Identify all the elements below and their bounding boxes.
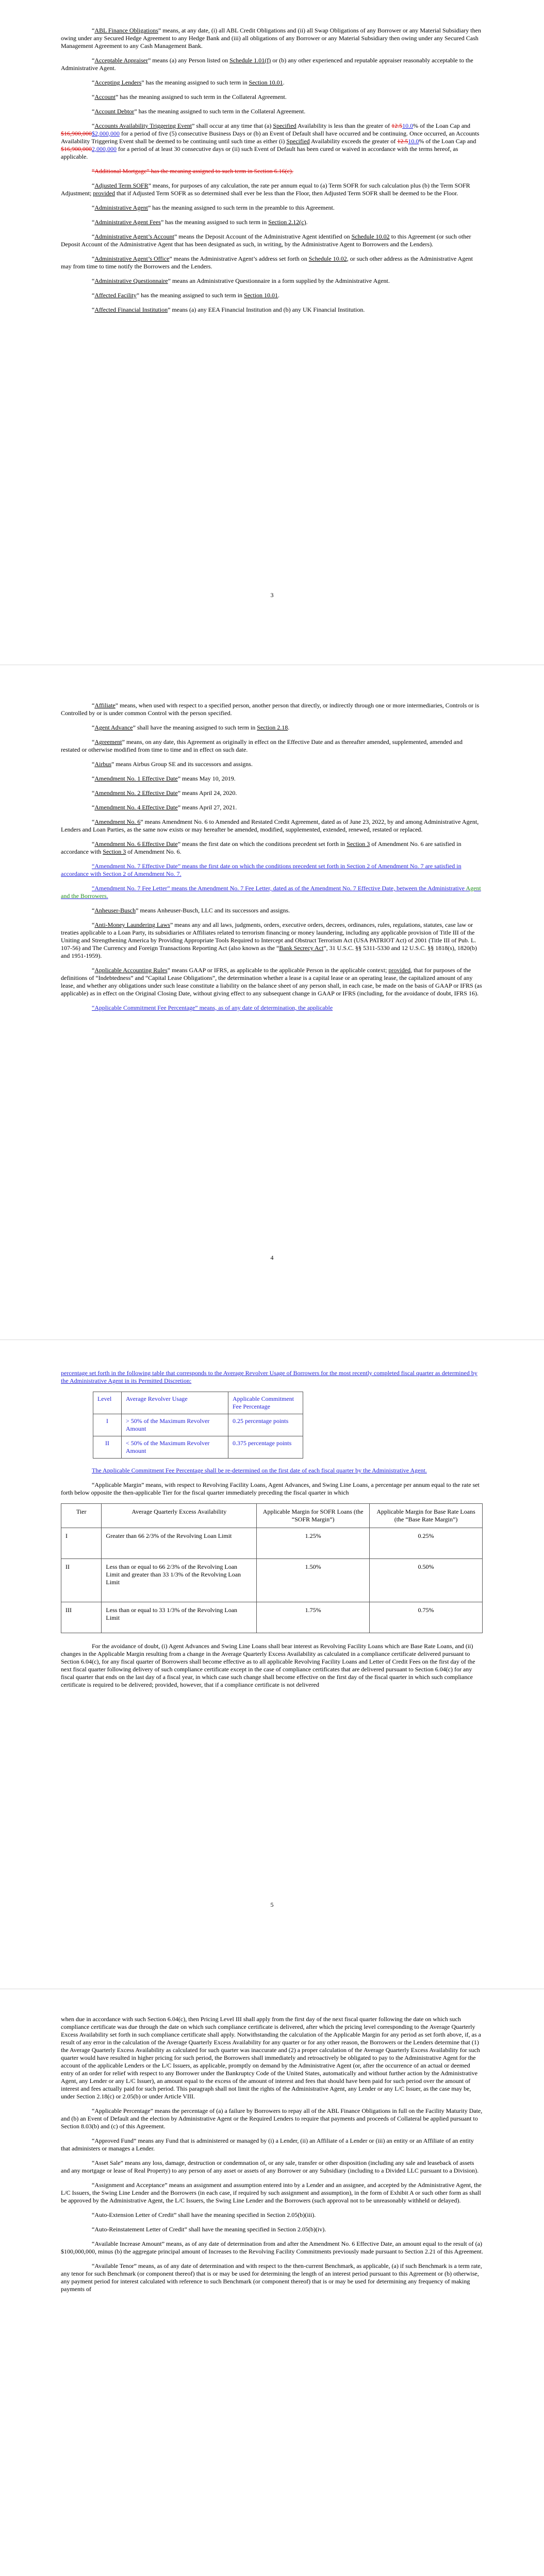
table-cell: I: [93, 1414, 122, 1436]
definition-paragraph: “Available Increase Amount” means, as of any date of determination from and after the Amendment No. 6 Effective Date, an amount equal to the result of (a) $100,000,000, minus (b) the aggregate principal amount of Increases to the Revolving Facility Commitments previously made pursuant to Section 2.21 of this Agreement.: [61, 2240, 483, 2255]
document-page: [0, 702, 544, 1019]
definition-paragraph: “Administrative Agent” has the meaning assigned to such term in the preamble to this Agreement.: [92, 204, 335, 211]
definition-paragraph: “Approved Fund” means any Fund that is administered or managed by (i) a Lender, (ii) an Affiliate of a Lender or (iii) an entity or an Affiliate of an entity that administers or manages a Lender.: [61, 2137, 474, 2152]
table-cell: 1.50%: [257, 1559, 370, 1602]
definition-paragraph: “Adjusted Term SOFR” means, for purposes of any calculation, the rate per annum equal to (a) Term SOFR for such calculation plus (b) the Term SOFR Adjustment; provided that if Adjusted Term SOFR as so determined shall ever be less than the Floor, then Adjusted Term SOFR shall be deemed to be the Floor.: [61, 182, 470, 197]
applicable-margin-table: [61, 1503, 483, 1633]
definition-paragraph: “Affiliate” means, when used with respect to a specified person, another person that directly, or indirectly through one or more intermediaries, Controls or is Controlled by or is under common Control with the person specified.: [61, 702, 480, 717]
definition-paragraph: “Acceptable Appraiser” means (a) any Person listed on Schedule 1.01(f) or (b) any other experienced and reputable appraiser reasonably acceptable to the Administrative Agent.: [61, 57, 473, 72]
definition-paragraph: “Auto-Extension Letter of Credit” shall have the meaning specified in Section 2.05(b)(iii).: [92, 2211, 316, 2218]
document-page: [0, 2015, 544, 2300]
table-row: [93, 1414, 303, 1436]
definition-paragraph: “Amendment No. 1 Effective Date” means May 10, 2019.: [92, 775, 236, 782]
table-cell: II: [61, 1559, 102, 1602]
table-header-cell: Level: [93, 1392, 122, 1414]
definition-paragraph: “Administrative Agent’s Office” means the Administrative Agent’s address set forth on Schedule 10.02, or such other address as the Administrative Agent may from time to time notify the Borrowers and the Lenders.: [61, 255, 473, 270]
body-paragraph: when due in accordance with such Section 6.04(c), then Pricing Level III shall apply from the first day of the next fiscal quarter following the date on which such compliance certificate was due through the date on which such compliance certificate is delivered, after which the pricing level corresponding to the Average Quarterly Excess Availability set forth in such compliance certificate shall apply. Notwithstanding the calculation of the Applicable Margin for any period as set forth above, if, as a result of any error in the calculation of the Average Quarterly Excess Availability for any quarter or for any other reason, the Borrowers or the Lenders determine that (1) the Average Quarterly Excess Availability as calculated for such quarter was inaccurate and (2) a proper calculation of the Average Quarterly Excess Availability for such quarter would have resulted in higher pricing for such period, the Borrowers shall immediately and retroactively be obligated to pay to the Administrative Agent for the account of the applicable Lenders or the L/C Issuers, as applicable, promptly on demand by the Administrative Agent (or, after the occurrence of an actual or deemed entry of an order for relief with respect to any Borrower under the Bankruptcy Code of the United States, automatically and without further action by the Administrative Agent, any Lender or any L/C Issuer), an amount equal to the excess of the amount of interest and fees that should have been paid for such period over the amount of interest and fees actually paid for such period. This paragraph shall not limit the rights of the Administrative Agent, any Lender or any L/C Issuer, as the case may be, under Section 2.18(c) or 2.05(b) or under Article VIII.: [61, 2015, 481, 2100]
body-paragraph: For the avoidance of doubt, (i) Agent Advances and Swing Line Loans shall bear interest as Revolving Facility Loans which are Base Rate Loans, and (ii) changes in the Applicable Margin resulting from a change in the Average Quarterly Excess Availability as calculated in a compliance certificate delivered pursuant to Section 6.04(c), for any fiscal quarter of Borrowers shall become effective as to all applicable Revolving Facility Loans and Letter of Credit Fees on the first day of the next fiscal quarter following delivery of such compliance certificate except in the case of compliance certificates that are delivered pursuant to Section 6.04(c) for any fiscal quarter that ends on the last day of a fiscal year, in which case such change shall become effective on the first day of the fiscal quarter in which such compliance certificate is required to be delivered; provided, however, that if a compliance certificate is not delivered: [61, 1642, 475, 1688]
table-row: [93, 1436, 303, 1459]
page-number: 4: [270, 1254, 274, 1261]
table-cell: III: [61, 1602, 102, 1633]
table-cell: Less than or equal to 33 1/3% of the Revolving Loan Limit: [102, 1602, 257, 1633]
definition-paragraph: “Available Tenor” means, as of any date of determination and with respect to the then-current Benchmark, as applicable, (a) if such Benchmark is a term rate, any tenor for such Benchmark (or component thereof) that is or may be used for determining the length of an interest period pursuant to this Agreement or (b) otherwise, any payment period for interest calculated with reference to such Benchmark (or component thereof) that is or may be used for determining any frequency of making payments of: [61, 2262, 482, 2293]
table-cell: 0.375 percentage points: [228, 1436, 303, 1459]
definition-paragraph: “Affected Facility” has the meaning assigned to such term in Section 10.01.: [92, 292, 280, 299]
table-header-row: [61, 1504, 483, 1528]
definition-paragraph: “Amendment No. 6” means Amendment No. 6 to Amended and Restated Credit Agreement, dated as of June 23, 2022, by and among Administrative Agent, Lenders and Loan Parties, as the same now exists or may hereafter be amended, modified, supplemented, extended, renewed, restated or replaced.: [61, 818, 479, 833]
document-page: [0, 1369, 544, 1696]
definition-paragraph: “Affected Financial Institution” means (a) any EEA Financial Institution and (b) any UK Financial Institution.: [92, 306, 365, 313]
table-cell: II: [93, 1436, 122, 1459]
table-cell: 1.75%: [257, 1602, 370, 1633]
definition-paragraph: “Airbus” means Airbus Group SE and its successors and assigns.: [92, 760, 253, 768]
definition-paragraph: “Amendment No. 4 Effective Date” means April 27, 2021.: [92, 804, 237, 811]
commitment-fee-table: [93, 1392, 303, 1459]
table-cell: I: [61, 1528, 102, 1559]
table-cell: 0.25 percentage points: [228, 1414, 303, 1436]
table-header-cell: Applicable Margin for SOFR Loans (the “SOFR Margin”): [257, 1504, 370, 1528]
table-header-cell: Average Revolver Usage: [122, 1392, 228, 1414]
definition-paragraph: “Accounts Availability Triggering Event” shall occur at any time that (a) Specified Availability is less than the greater of 12.510.0% of the Loan Cap and $16,900,000$2,000,000 for a period of five (5) consecutive Business Days or (b) an Event of Default shall have occurred and be continuing. Once occurred, an Accounts Availability Triggering Event shall be deemed to be continuing until such time as either (i) Specified Availability exceeds the greater of 12.510.0% of the Loan Cap and $16,900,0002,000,000 for a period of at least 30 consecutive days or (ii) such Event of Default has been cured or waived in accordance with the terms hereof, as applicable.: [61, 122, 480, 160]
table-row: [61, 1559, 483, 1602]
definition-paragraph: “Amendment No. 2 Effective Date” means April 24, 2020.: [92, 789, 237, 796]
definition-paragraph: “Account” has the meaning assigned to such term in the Collateral Agreement.: [92, 93, 287, 100]
document-page: [0, 27, 544, 320]
definition-paragraph: “Administrative Questionnaire” means an Administrative Questionnaire in a form supplied by the Administrative Agent.: [92, 277, 390, 284]
definition-paragraph: “Amendment No. 6 Effective Date” means the first date on which the conditions precedent set forth in Section 3 of Amendment No. 6 are satisfied in accordance with Section 3 of Amendment No. 6.: [61, 840, 461, 855]
table-header-cell: Average Quarterly Excess Availability: [102, 1504, 257, 1528]
table-header-cell: Applicable Margin for Base Rate Loans (the “Base Rate Margin”): [370, 1504, 483, 1528]
definition-paragraph: “Asset Sale” means any loss, damage, destruction or condemnation of, or any sale, transfer or other disposition (including any sale and leaseback of assets and any mortgage or lease of Real Property) to any person of any asset or assets of any Borrower or any Subsidiary (including to a Divided LLC pursuant to a Division).: [61, 2159, 479, 2174]
inserted-paragraph: The Applicable Commitment Fee Percentage shall be re-determined on the first date of each fiscal quarter by the Administrative Agent.: [92, 1467, 427, 1474]
table-header-cell: Applicable Commitment Fee Percentage: [228, 1392, 303, 1414]
definition-paragraph: “Administrative Agent’s Account” means the Deposit Account of the Administrative Agent identified on Schedule 10.02 to this Agreement (or such other Deposit Account of the Administrative Agent that has been designated as such, in writing, by the Administrative Agent to Borrowers and the Lenders).: [61, 233, 471, 248]
page-number: 5: [270, 1901, 274, 1908]
table-cell: 0.75%: [370, 1602, 483, 1633]
table-cell: Less than or equal to 66 2/3% of the Revolving Loan Limit and greater than 33 1/3% of the Revolving Loan Limit: [102, 1559, 257, 1602]
table-header-row: [93, 1392, 303, 1414]
table-cell: 0.50%: [370, 1559, 483, 1602]
definition-paragraph: “Anti-Money Laundering Laws” means any and all laws, judgments, orders, executive orders, decrees, ordinances, rules, regulations, statutes, case law or treaties applicable to a Loan Party, its subsidiaries or Affiliates related to terrorism financing or money laundering, including any applicable provision of Title III of the Uniting and Strengthening America by Providing Appropriate Tools Required to Intercept and Obstruct Terrorism Act (USA PATRIOT Act) of 2001 (Title III of Pub. L. 107-56) and The Currency and Foreign Transactions Reporting Act (also known as the “Bank Secrecy Act”, 31 U.S.C. §§ 5311-5330 and 12 U.S.C. §§ 1818(s), 1820(b) and 1951-1959).: [61, 921, 477, 959]
definition-paragraph: “ABL Finance Obligations” means, at any date, (i) all ABL Credit Obligations and (ii) all Swap Obligations of any Borrower or any Material Subsidiary then owing under any Secured Hedge Agreement to any Hedge Bank and (iii) all obligations of any Borrower or any Material Subsidiary then owing under any Secured Cash Management Agreement to any Cash Management Bank.: [61, 27, 481, 49]
table-row: [61, 1602, 483, 1633]
definition-paragraph: “Account Debtor” has the meaning assigned to such term in the Collateral Agreement.: [92, 108, 306, 115]
inserted-definition-paragraph: “Applicable Commitment Fee Percentage” means, as of any date of determination, the applicable: [92, 1004, 333, 1011]
table-cell: 0.25%: [370, 1528, 483, 1559]
inserted-paragraph: percentage set forth in the following table that corresponds to the Average Revolver Usage of Borrowers for the most recently completed fiscal quarter as determined by the Administrative Agent in its Permitted Discretion:: [61, 1369, 477, 1384]
definition-paragraph: “Accepting Lenders” has the meaning assigned to such term in Section 10.01.: [92, 79, 285, 86]
table-cell: 1.25%: [257, 1528, 370, 1559]
definition-paragraph: “Agreement” means, on any date, this Agreement as originally in effect on the Effective Date and as thereafter amended, supplemented, amended and restated or otherwise modified from time to time and in effect on such date.: [61, 738, 463, 753]
definition-paragraph: “Applicable Percentage” means the percentage of (a) a failure by Borrowers to repay all of the ABL Finance Obligations in full on the Facility Maturity Date, and (b) an Event of Default and the election by Administrative Agent or the Required Lenders to require that payments and proceeds of Collateral be applied pursuant to Section 8.03(b) and (c) of this Agreement.: [61, 2107, 483, 2130]
inserted-definition-paragraph: “Amendment No. 7 Effective Date” means the first date on which the conditions precedent set forth in Section 2 of Amendment No. 7 are satisfied in accordance with Section 2 of Amendment No. 7.: [61, 862, 461, 877]
definition-paragraph: “Administrative Agent Fees” has the meaning assigned to such term in Section 2.12(c).: [92, 218, 308, 226]
table-row: [61, 1528, 483, 1559]
definition-paragraph: “Applicable Margin” means, with respect to Revolving Facility Loans, Agent Advances, and Swing Line Loans, a percentage per annum equal to the rate set forth below opposite the then-applicable Tier for the fiscal quarter immediately preceding the fiscal quarter in which: [61, 1481, 480, 1496]
definition-paragraph: “Anheuser-Busch” means Anheuser-Busch, LLC and its successors and assigns.: [92, 907, 290, 914]
definition-paragraph: “Applicable Accounting Rules” means GAAP or IFRS, as applicable to the applicable Person in the applicable context; provided, that for purposes of the definitions of “Indebtedness” and “Capital Lease Obligations”, the determination whether a lease is a capital lease or an operating lease, the capitalized amount of any lease, and whether any obligations under such lease constitute a liability on the balance sheet of any person shall, in each case, be made on the basis of GAAP or IFRS (as applicable) as in effect on the Original Closing Date, without giving effect to any subsequent change in GAAP or IFRS (including, for the avoidance of doubt, IFRS 16).: [61, 967, 482, 997]
table-cell: Greater than 66 2/3% of the Revolving Loan Limit: [102, 1528, 257, 1559]
definition-paragraph: “Auto-Reinstatement Letter of Credit” shall have the meaning specified in Section 2.05(b)(iv).: [92, 2226, 326, 2233]
table-cell: < 50% of the Maximum Revolver Amount: [122, 1436, 228, 1459]
definition-paragraph: “Assignment and Acceptance” means an assignment and assumption entered into by a Lender and an assignee, and accepted by the Administrative Agent, the L/C Issuers, the Swing Line Lender and the Borrowers (in each case, if required by such assignment and assumption), in the form of Exhibit A or such other form as shall be approved by the Administrative Agent, the L/C Issuers, the Swing Line Lender and the Borrowers (such approval not to be unreasonably withheld or delayed).: [61, 2181, 482, 2204]
page-number: 3: [270, 591, 274, 599]
table-header-cell: Tier: [61, 1504, 102, 1528]
definition-paragraph: “Agent Advance” shall have the meaning assigned to such term in Section 2.18.: [92, 724, 290, 731]
inserted-definition-paragraph: “Amendment No. 7 Fee Letter” means the Amendment No. 7 Fee Letter, dated as of the Amendment No. 7 Effective Date, between the Administrative Agent and the Borrowers.: [61, 885, 481, 900]
table-cell: > 50% of the Maximum Revolver Amount: [122, 1414, 228, 1436]
deleted-definition-paragraph: “Additional Mortgage” has the meaning assigned to such term in Section 6.16(c).: [92, 167, 293, 175]
